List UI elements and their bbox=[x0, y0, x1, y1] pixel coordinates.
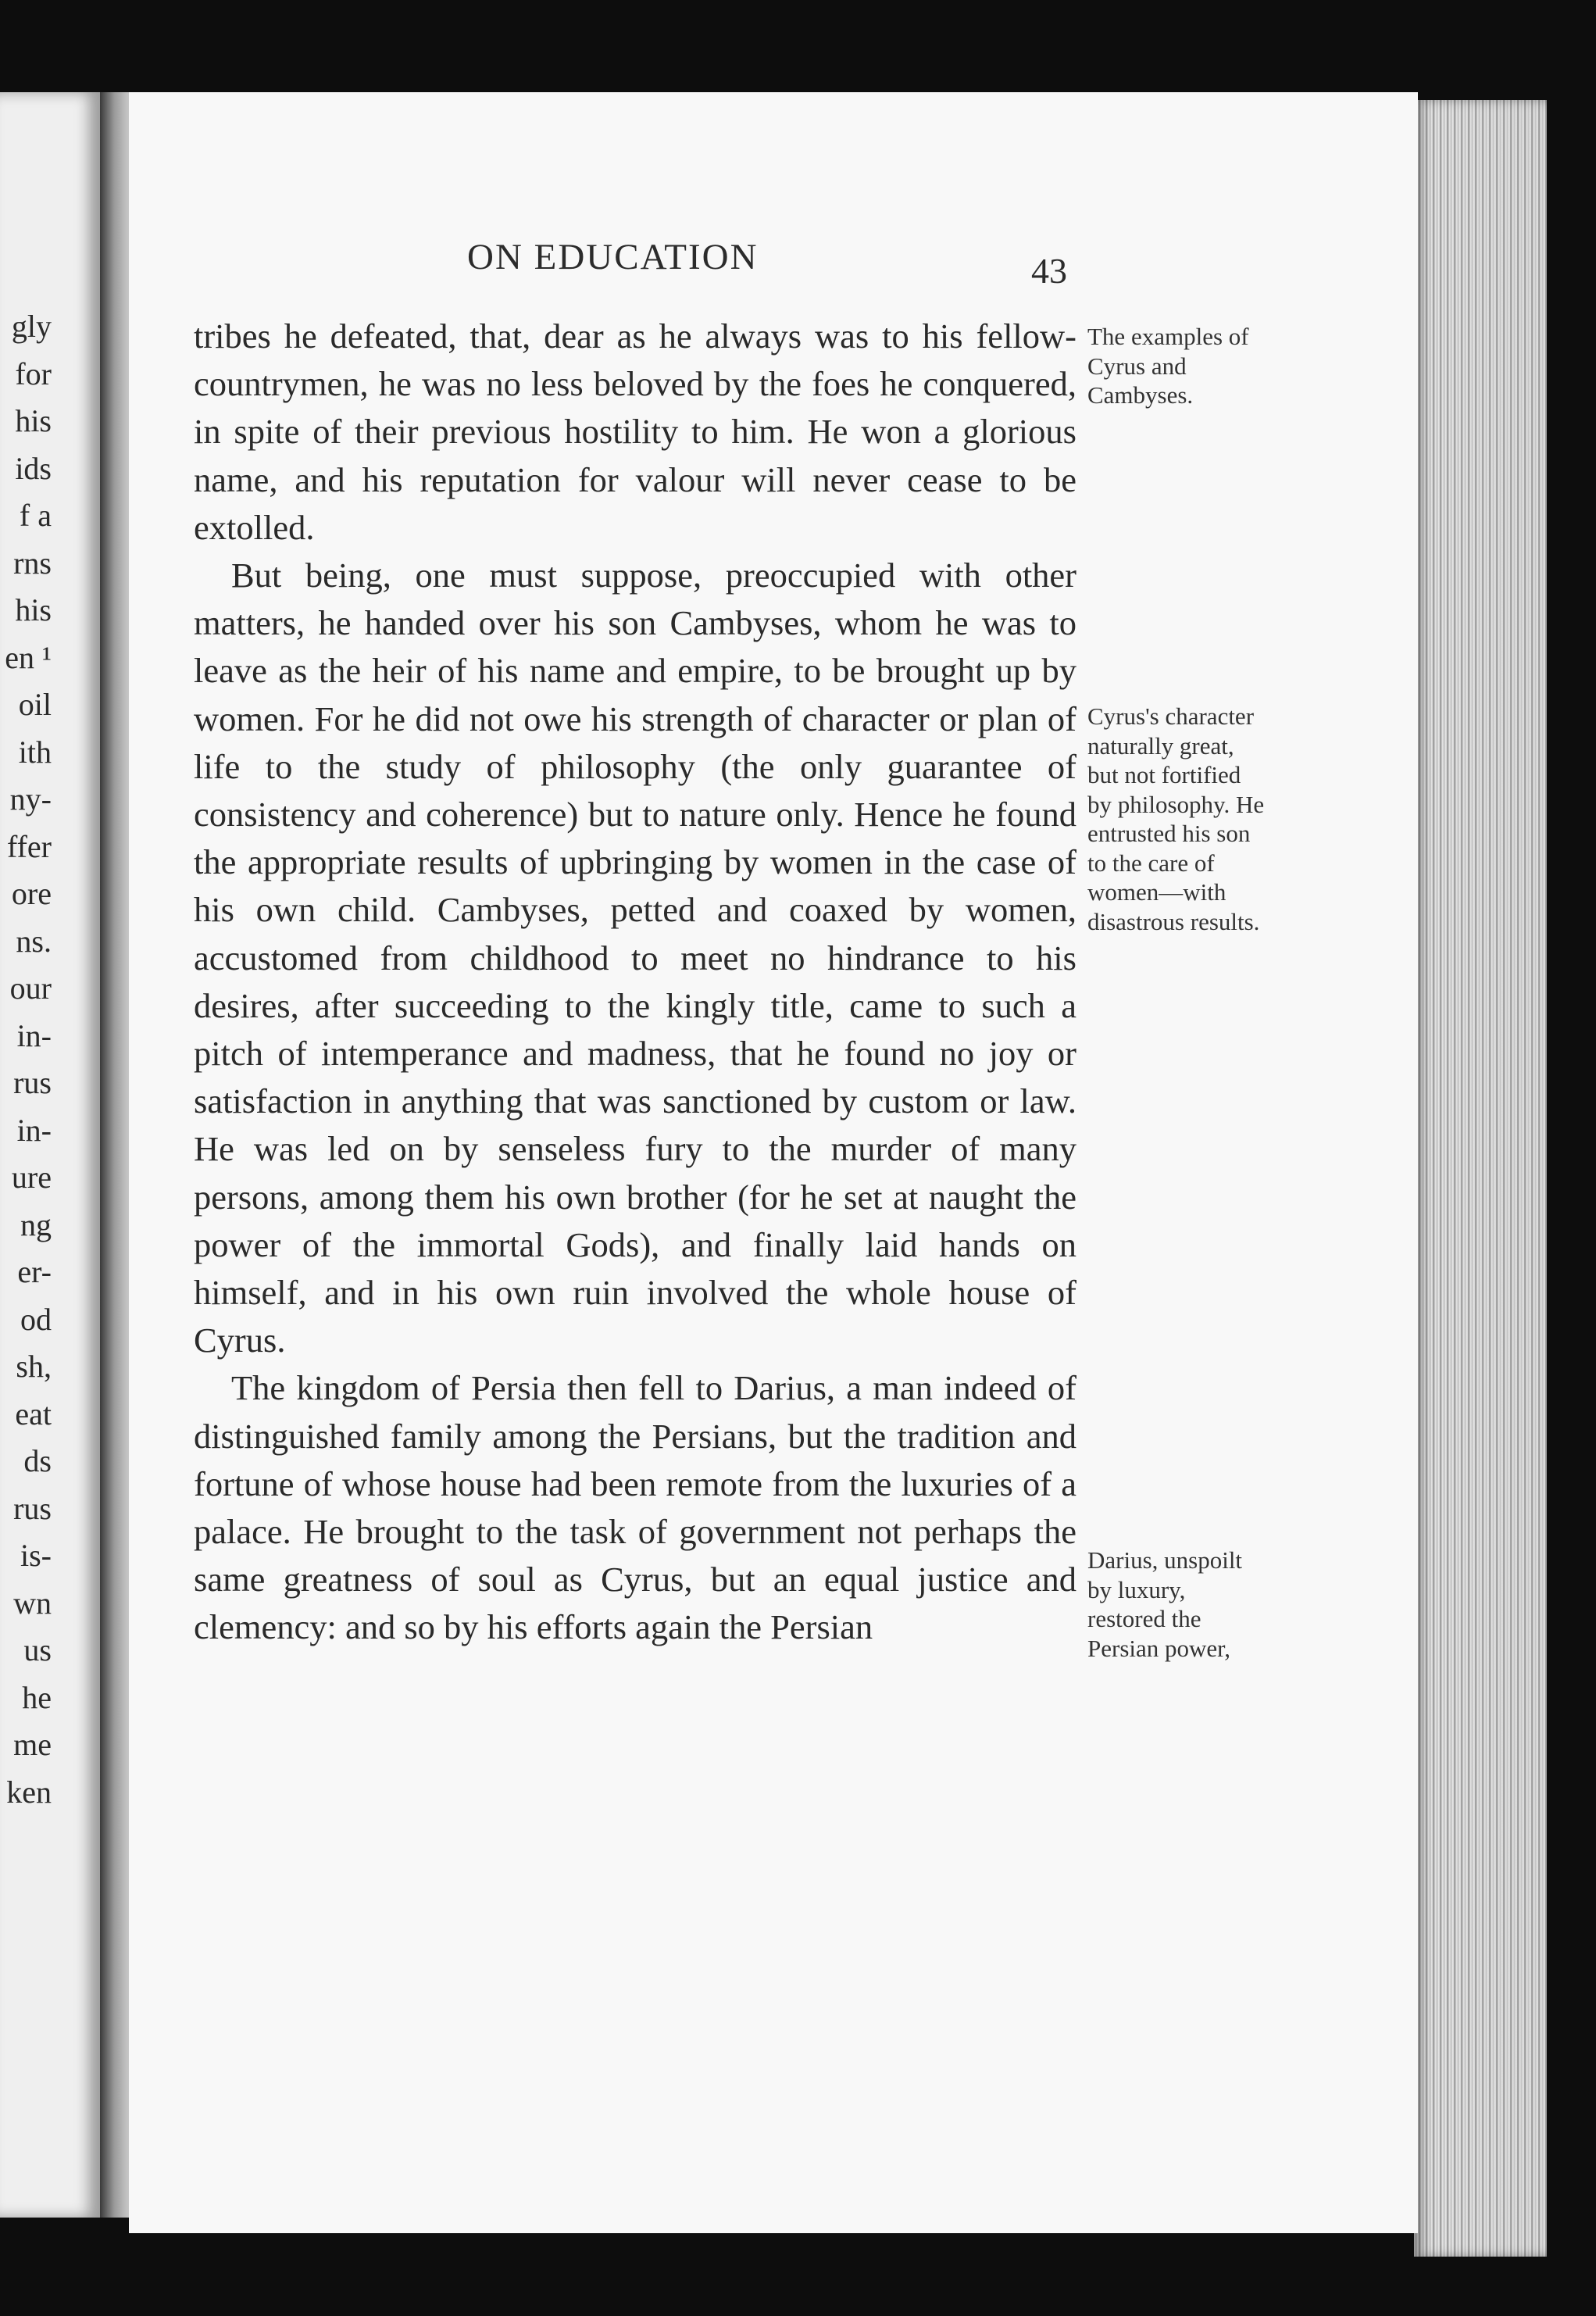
facing-page-left bbox=[0, 92, 100, 2218]
facing-page-fragment: ken bbox=[6, 1774, 52, 1810]
body-text bbox=[194, 313, 1076, 1652]
facing-page-fragment: ith bbox=[18, 734, 52, 770]
page-edges bbox=[1414, 100, 1547, 2257]
page-number: 43 bbox=[1031, 251, 1067, 291]
facing-page-fragment: ds bbox=[23, 1443, 52, 1478]
facing-page-fragment: rus bbox=[13, 1490, 52, 1526]
facing-page-text-fragments bbox=[0, 303, 100, 1816]
facing-page-fragment: ns. bbox=[16, 923, 52, 959]
running-header: ON EDUCATION bbox=[467, 237, 759, 277]
paragraph-1: tribes he defeated, that, dear as he always was to his fellow-countrymen, he was no less beloved by the foes he conquered, in spite of their previous hostility to him. He won a glorious name, and his reputation for valour will never cease to be extolled. bbox=[194, 316, 1076, 547]
facing-page-fragment: f a bbox=[19, 498, 52, 533]
facing-page-fragment: od bbox=[20, 1301, 52, 1337]
facing-page-fragment: wn bbox=[13, 1585, 52, 1621]
facing-page-fragment: ng bbox=[20, 1206, 52, 1242]
facing-page-fragment: ore bbox=[11, 876, 52, 911]
paragraph-3: The kingdom of Persia then fell to Darius, a man indeed of distinguished family among the Persians, but the tradition and fortune of whose house had been remote from the luxuries of a palace. He brought to the task of government not perhaps the same greatness of soul as Cyrus, but an equal justice and clemency: and so by his efforts again the Persian bbox=[194, 1368, 1076, 1647]
facing-page-fragment: in- bbox=[16, 1017, 52, 1053]
paragraph-2: But being, one must suppose, preoccupied with other matters, he handed over his son Cambyses, whom he was to leave as the heir of his name and empire, to be brought up by women. For he did not owe his strength of character or plan of life to the study of philosophy (the only guarantee of consistency and coherence) but to nature only. Hence he found the appropriate results of upbringing by women in the case of his own child. Cambyses, petted and coaxed by women, accustomed from childhood to meet no hindrance to his desires, after succeeding to the kingly title, came to such a pitch of intemperance and madness, that he found no joy or satisfaction in anything that was sanctioned by custom or law. He was led on by senseless fury to the murder of many persons, among them his own brother (for he set at naught the power of the immortal Gods), and finally laid hands on himself, and in his own ruin involved the whole house of Cyrus. bbox=[194, 556, 1076, 1360]
facing-page-fragment: rns bbox=[13, 545, 52, 581]
facing-page-fragment: his bbox=[15, 592, 52, 627]
facing-page-fragment: en ¹ bbox=[5, 639, 52, 675]
facing-page-fragment: oil bbox=[18, 687, 52, 722]
facing-page-fragment: is- bbox=[20, 1538, 52, 1573]
facing-page-fragment: me bbox=[13, 1727, 52, 1762]
facing-page-fragment: sh, bbox=[16, 1349, 52, 1384]
facing-page-fragment: er- bbox=[17, 1254, 52, 1289]
facing-page-fragment: he bbox=[22, 1679, 52, 1715]
facing-page-fragment: ffer bbox=[7, 828, 52, 864]
facing-page-fragment: rus bbox=[13, 1065, 52, 1100]
facing-page-fragment: ure bbox=[11, 1160, 52, 1195]
facing-page-fragment: eat bbox=[15, 1396, 52, 1431]
sidenote-darius: Darius, unspoilt by luxury, restored the Persian power, bbox=[1087, 1546, 1243, 1662]
facing-page-fragment: ny- bbox=[9, 781, 52, 817]
sidenote-cyrus-cambyses: The examples of Cyrus and Cambyses. bbox=[1087, 323, 1249, 409]
facing-page-fragment: us bbox=[23, 1632, 52, 1667]
facing-page-fragment: his bbox=[15, 403, 52, 438]
facing-page-fragment: for bbox=[15, 356, 52, 391]
facing-page-fragment: our bbox=[9, 970, 52, 1006]
facing-page-fragment: ids bbox=[15, 450, 52, 486]
facing-page-fragment: gly bbox=[11, 309, 52, 344]
sidenote-cyrus-character: Cyrus's character naturally great, but not fortified by philosophy. He entrusted his son to the care of women—with disastrous results. bbox=[1087, 702, 1265, 935]
facing-page-fragment: in- bbox=[16, 1112, 52, 1148]
